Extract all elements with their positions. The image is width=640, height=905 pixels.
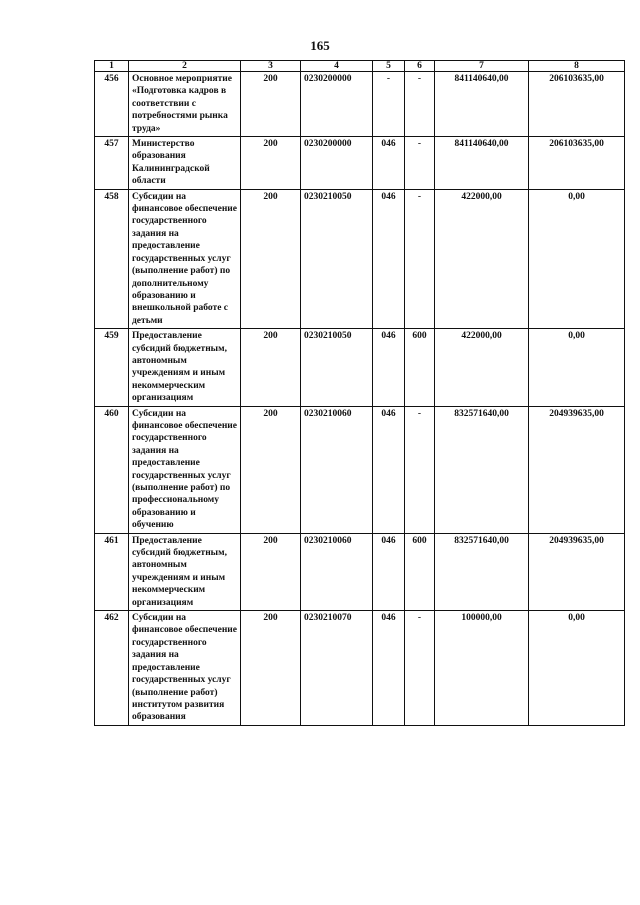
row-col-5: 046 xyxy=(373,137,405,190)
row-col-6: - xyxy=(405,611,435,726)
col-header-3: 3 xyxy=(241,61,301,72)
col-header-8: 8 xyxy=(529,61,625,72)
row-number: 459 xyxy=(95,329,129,406)
table-row xyxy=(95,533,625,610)
row-amount-7: 841140640,00 xyxy=(435,72,529,137)
col-header-1: 1 xyxy=(95,61,129,72)
row-amount-7: 422000,00 xyxy=(435,189,529,328)
row-amount-8: 204939635,00 xyxy=(529,406,625,533)
row-code: 0230210060 xyxy=(301,406,373,533)
row-col-3: 200 xyxy=(241,189,301,328)
row-col-6: - xyxy=(405,137,435,190)
row-col-6: 600 xyxy=(405,533,435,610)
row-amount-8: 0,00 xyxy=(529,611,625,726)
row-col-6: - xyxy=(405,406,435,533)
row-name: Министерство образования Калининградской области xyxy=(129,137,241,190)
row-name: Предоставление субсидий бюджетным, автономным учреждениям и иным некоммерческим организациям xyxy=(129,533,241,610)
row-col-5: 046 xyxy=(373,533,405,610)
row-amount-7: 100000,00 xyxy=(435,611,529,726)
row-amount-7: 832571640,00 xyxy=(435,533,529,610)
row-amount-7: 422000,00 xyxy=(435,329,529,406)
row-amount-8: 204939635,00 xyxy=(529,533,625,610)
row-amount-7: 841140640,00 xyxy=(435,137,529,190)
table-row xyxy=(95,189,625,328)
row-code: 0230210060 xyxy=(301,533,373,610)
table-row xyxy=(95,329,625,406)
row-col-3: 200 xyxy=(241,533,301,610)
row-name: Субсидии на финансовое обеспечение государственного задания на предоставление государственных услуг (выполнение работ) по дополнительному образованию и внешкольной работе с детьми xyxy=(129,189,241,328)
row-code: 0230210050 xyxy=(301,189,373,328)
row-name: Предоставление субсидий бюджетным, автономным учреждениям и иным некоммерческим организациям xyxy=(129,329,241,406)
row-col-3: 200 xyxy=(241,611,301,726)
row-col-3: 200 xyxy=(241,329,301,406)
row-number: 462 xyxy=(95,611,129,726)
row-amount-8: 206103635,00 xyxy=(529,72,625,137)
row-code: 0230200000 xyxy=(301,72,373,137)
row-name: Основное мероприятие «Подготовка кадров в соответствии с потребностями рынка труда» xyxy=(129,72,241,137)
row-code: 0230210050 xyxy=(301,329,373,406)
table-header-row xyxy=(95,61,625,72)
table-row xyxy=(95,406,625,533)
budget-table xyxy=(94,60,625,726)
row-amount-7: 832571640,00 xyxy=(435,406,529,533)
row-col-3: 200 xyxy=(241,72,301,137)
row-amount-8: 206103635,00 xyxy=(529,137,625,190)
col-header-5: 5 xyxy=(373,61,405,72)
table-row xyxy=(95,72,625,137)
row-col-5: 046 xyxy=(373,329,405,406)
row-col-5: 046 xyxy=(373,611,405,726)
col-header-2: 2 xyxy=(129,61,241,72)
row-col-5: 046 xyxy=(373,189,405,328)
row-code: 0230210070 xyxy=(301,611,373,726)
row-number: 457 xyxy=(95,137,129,190)
row-col-5: - xyxy=(373,72,405,137)
row-name: Субсидии на финансовое обеспечение государственного задания на предоставление государственных услуг (выполнение работ) институтом развития образования xyxy=(129,611,241,726)
row-col-6: 600 xyxy=(405,329,435,406)
row-code: 0230200000 xyxy=(301,137,373,190)
row-amount-8: 0,00 xyxy=(529,189,625,328)
row-number: 460 xyxy=(95,406,129,533)
row-col-6: - xyxy=(405,72,435,137)
col-header-6: 6 xyxy=(405,61,435,72)
row-number: 456 xyxy=(95,72,129,137)
col-header-7: 7 xyxy=(435,61,529,72)
row-number: 458 xyxy=(95,189,129,328)
row-col-6: - xyxy=(405,189,435,328)
row-col-3: 200 xyxy=(241,137,301,190)
page-number: 165 xyxy=(310,38,330,53)
table-row xyxy=(95,137,625,190)
col-header-4: 4 xyxy=(301,61,373,72)
row-name: Субсидии на финансовое обеспечение государственного задания на предоставление государственных услуг (выполнение работ) по профессиональному образованию и обучению xyxy=(129,406,241,533)
row-col-5: 046 xyxy=(373,406,405,533)
row-amount-8: 0,00 xyxy=(529,329,625,406)
row-number: 461 xyxy=(95,533,129,610)
row-col-3: 200 xyxy=(241,406,301,533)
table-row xyxy=(95,611,625,726)
